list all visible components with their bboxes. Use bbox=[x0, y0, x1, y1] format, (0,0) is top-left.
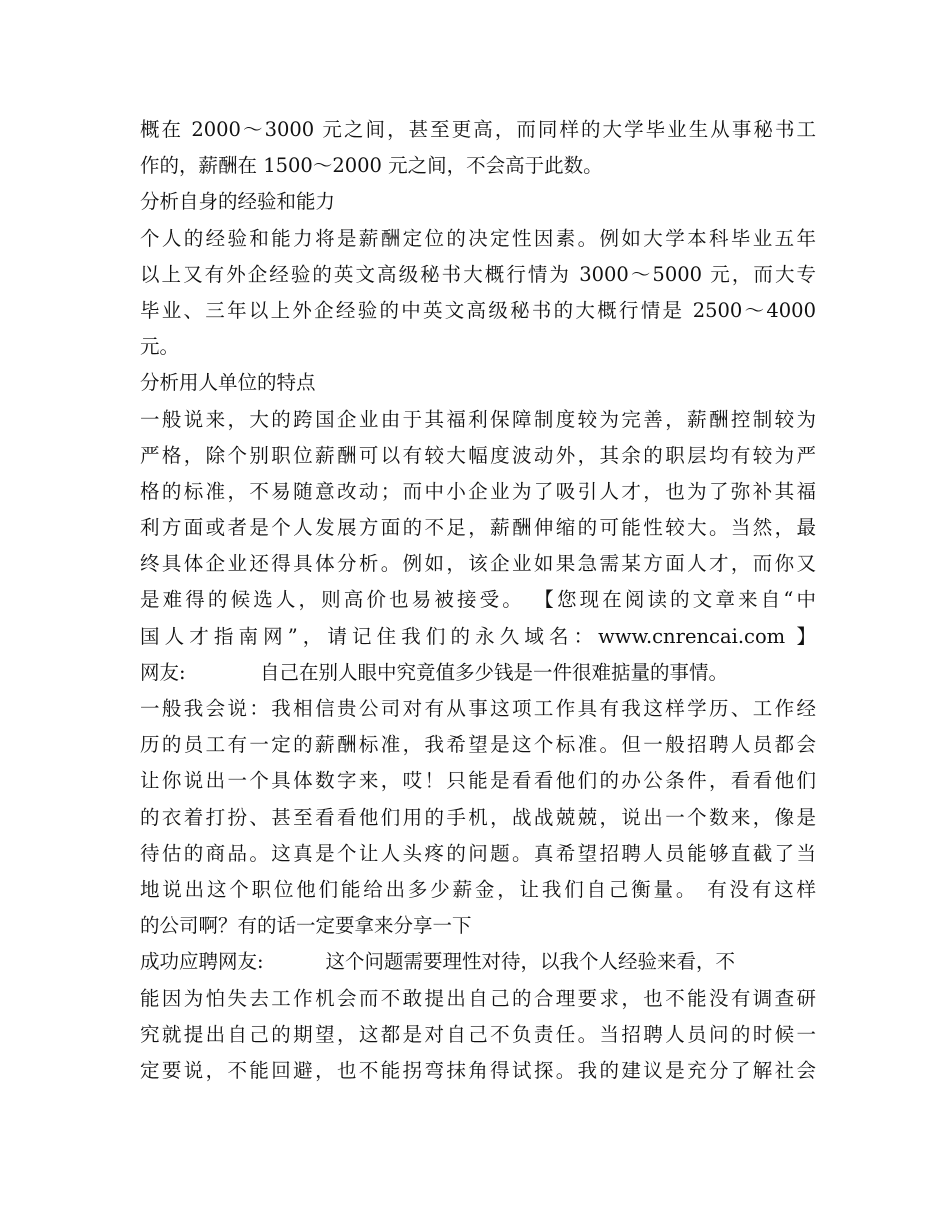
comment-line: 成功应聘网友: 这个问题需要理性对待，以我个人经验来看，不 bbox=[140, 950, 736, 974]
section-heading: 分析用人单位的特点 bbox=[140, 371, 316, 395]
paragraph-line: 概在 2000～3000 元之间，甚至更高，而同样的大学毕业生从事秘书工 bbox=[140, 118, 816, 141]
paragraph-line: 毕业、三年以上外企经验的中英文高级秘书的大概行情是 2500～4000 bbox=[140, 298, 816, 322]
paragraph-line: 是难得的候选人，则高价也易被接受。 【您现在阅读的文章来自“中 bbox=[140, 588, 816, 612]
paragraph-line: 作的，薪酬在 1500～2000 元之间，不会高于此数。 bbox=[140, 154, 603, 178]
paragraph-line: 个人的经验和能力将是薪酬定位的决定性因素。例如大学本科毕业五年 bbox=[140, 226, 816, 250]
comment-line: 的公司啊？有的话一定要拿来分享一下 bbox=[140, 914, 472, 938]
paragraph-line: 以上又有外企经验的英文高级秘书大概行情为 3000～5000 元，而大专 bbox=[140, 262, 816, 286]
paragraph-line: 终具体企业还得具体分析。例如，该企业如果急需某方面人才，而你又 bbox=[140, 552, 816, 576]
comment-line: 历的员工有一定的薪酬标准，我希望是这个标准。但一般招聘人员都会 bbox=[140, 733, 816, 757]
comment-line: 能因为怕失去工作机会而不敢提出自己的合理要求，也不能没有调查研 bbox=[140, 986, 816, 1010]
comment-line: 地说出这个职位他们能给出多少薪金，让我们自己衡量。 有没有这样 bbox=[140, 877, 816, 901]
paragraph-line: 一般说来，大的跨国企业由于其福利保障制度较为完善，薪酬控制较为 bbox=[140, 407, 816, 431]
section-heading: 分析自身的经验和能力 bbox=[140, 190, 336, 214]
comment-line: 网友: 自己在别人眼中究竟值多少钱是一件很难掂量的事情。 bbox=[140, 660, 728, 684]
source-notice-line: 国人才指南网”，请记住我们的永久域名：www.cnrencai.com 】 bbox=[140, 624, 816, 648]
paragraph-line: 元。 bbox=[140, 335, 180, 359]
comment-line: 究就提出自己的期望，这都是对自己不负责任。当招聘人员问的时候一 bbox=[140, 1022, 816, 1046]
paragraph-line: 严格，除个别职位薪酬可以有较大幅度波动外，其余的职层均有较为严 bbox=[140, 443, 816, 467]
comment-line: 一般我会说：我相信贵公司对有从事这项工作具有我这样学历、工作经 bbox=[140, 697, 816, 720]
paragraph-line: 利方面或者是个人发展方面的不足，薪酬伸缩的可能性较大。当然，最 bbox=[140, 516, 816, 540]
paragraph-line: 格的标准，不易随意改动；而中小企业为了吸引人才，也为了弥补其福 bbox=[140, 479, 816, 503]
comment-line: 的衣着打扮、甚至看看他们用的手机，战战兢兢，说出一个数来，像是 bbox=[140, 805, 816, 829]
comment-line: 待估的商品。这真是个让人头疼的问题。真希望招聘人员能够直截了当 bbox=[140, 841, 816, 865]
document-body bbox=[140, 112, 816, 1089]
comment-line: 定要说，不能回避，也不能拐弯抹角得试探。我的建议是充分了解社会 bbox=[140, 1058, 816, 1082]
comment-line: 让你说出一个具体数字来，哎！只能是看看他们的办公条件，看看他们 bbox=[140, 769, 816, 793]
